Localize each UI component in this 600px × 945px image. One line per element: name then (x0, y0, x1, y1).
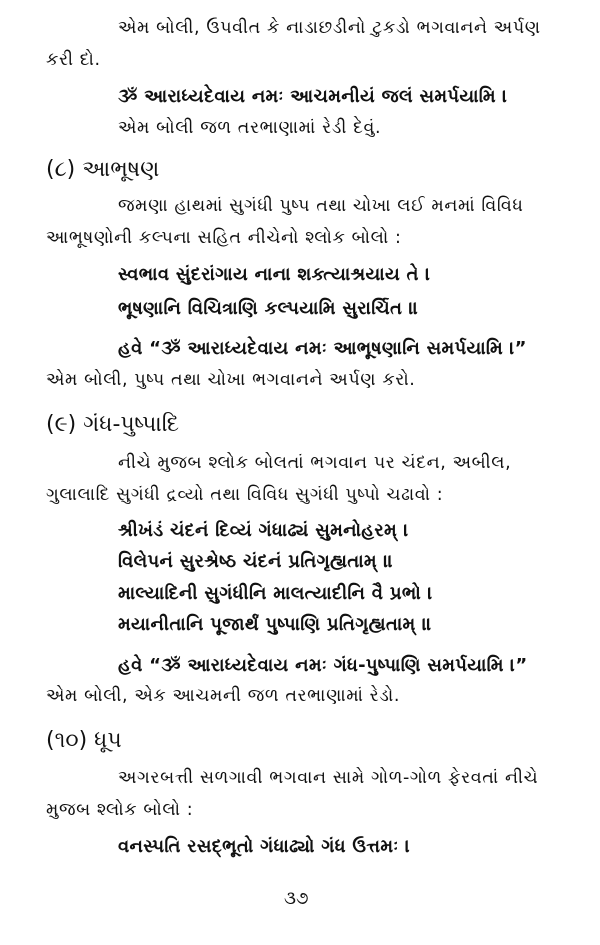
mantra-line: હવે “ૐ આરાધ્યદેવાય નમઃ ગંધ-પુષ્પાણિ સમર્પયામિ ।” (118, 655, 528, 676)
section-heading-10: (૧૦) ધૂપ (46, 728, 122, 753)
paragraph-line: આભૂષણોની કલ્પના સહિત નીચેનો શ્લોક બોલો : (46, 228, 402, 248)
section-heading-8: (૮) આભૂષણ (46, 157, 160, 182)
paragraph-line: જમણા હાથમાં સુગંધી પુષ્પ તથા ચોખા લઈ મનમાં વિવિધ (118, 196, 524, 216)
mantra-line: ૐ આરાધ્યદેવાય નમઃ આચમનીયં જલં સમર્પયામિ । (118, 86, 508, 107)
paragraph-line: કરી દો. (46, 50, 101, 70)
mantra-line: હવે “ૐ આરાધ્યદેવાય નમઃ આભૂષણાનિ સમર્પયામિ ।” (118, 338, 527, 359)
verse-line: વિલેપનં સુરશ્રેષ્ઠ ચંદનં પ્રતિગૃહ્યતામ્ ॥ (118, 551, 394, 572)
paragraph-line: મુજબ શ્લોક બોલો : (46, 800, 194, 820)
paragraph-line: નીચે મુજબ શ્લોક બોલતાં ભગવાન પર ચંદન, અબીલ, (118, 453, 512, 473)
verse-line: વનસ્પતિ રસદ્‌ભૂતો ગંધાઢ્યો ગંધ ઉત્તમઃ । (118, 836, 411, 857)
section-heading-9: (૯) ગંધ-પુષ્પાદિ (46, 412, 180, 437)
paragraph-line: અગરબત્તી સળગાવી ભગવાન સામે ગોળ-ગોળ ફેરવતાં નીચે (118, 768, 539, 788)
verse-line: સ્વભાવ સુંદરાંગાય નાના શક્ત્યાશ્રયાય તે । (118, 264, 431, 285)
paragraph-line: એમ બોલી, ઉપવીત કે નાડાછડીનો ટુકડો ભગવાનને અર્પણ (118, 18, 541, 38)
paragraph-line: એમ બોલી, પુષ્પ તથા ચોખા ભગવાનને અર્પણ કરો. (46, 370, 416, 390)
verse-line: શ્રીખંડં ચંદનં દિવ્યં ગંધાઢ્યં સુમનોહરમ્ । (118, 520, 409, 541)
verse-line: માલ્યાદિની સુગંધીનિ માલત્યાદીનિ વૈ પ્રભો । (118, 583, 433, 604)
verse-line: ભૂષણાનિ વિચિત્રાણિ કલ્પયામિ સુરાર્ચિત ॥ (118, 298, 419, 319)
verse-line: મયાનીતાનિ પૂજાર્થં પુષ્પાણિ પ્રતિગૃહ્યતામ્ ॥ (118, 614, 432, 635)
page-number: ૩૭ (284, 888, 309, 909)
paragraph-line: ગુલાલાદિ સુગંધી દ્રવ્યો તથા વિવિધ સુગંધી પુષ્પો ચઢાવો : (46, 485, 444, 505)
paragraph-line: એમ બોલી, એક આચમની જળ તરભાણામાં રેડો. (46, 686, 401, 706)
paragraph-line: એમ બોલી જળ તરભાણામાં રેડી દેવું. (118, 118, 382, 138)
